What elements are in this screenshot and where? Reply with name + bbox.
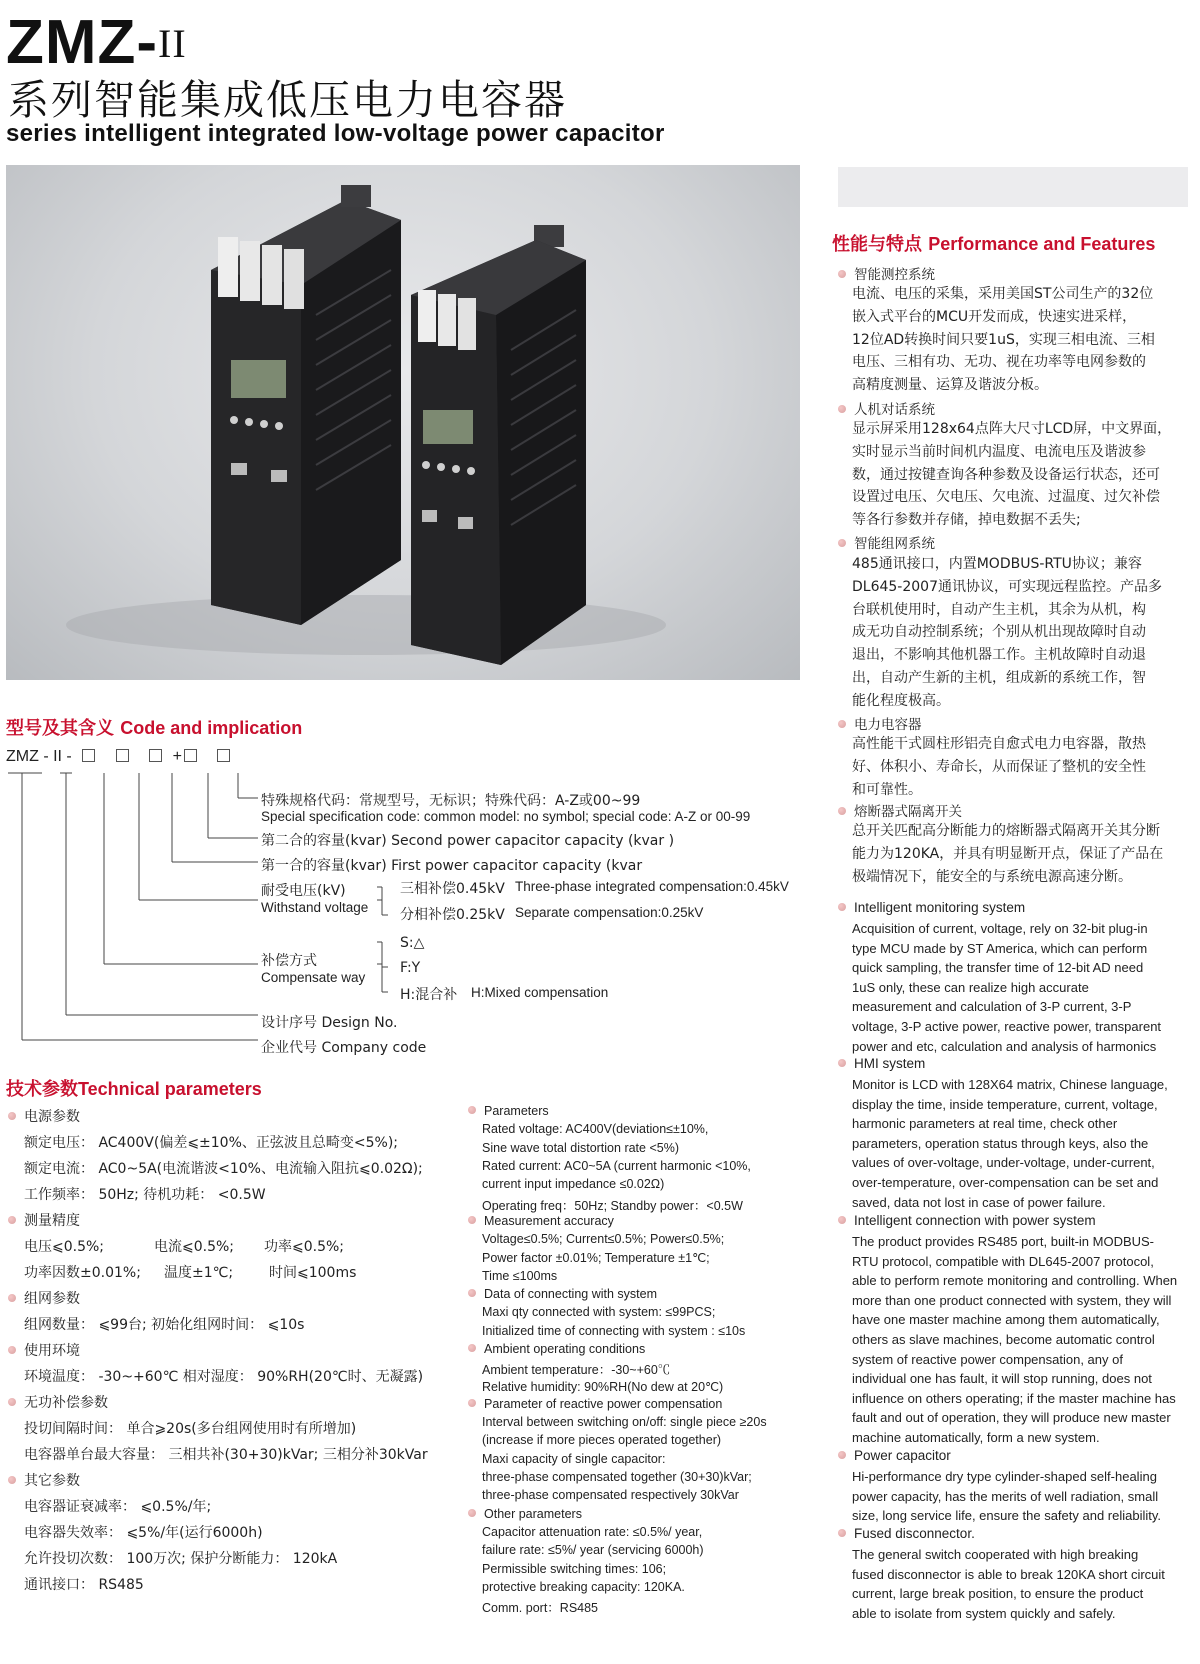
tech-cn-acc-row2: 功率因数±0.01%; 温度±1℃; 时间⩽100ms: [24, 1265, 357, 1281]
code-comp-cn: 补偿方式: [261, 953, 317, 969]
tech-cn-head: 其它参数: [8, 1470, 80, 1490]
code-voltage-en: Withstand voltage: [261, 900, 369, 915]
tech-cn-acc-row1: 电压⩽0.5%; 电流⩽0.5%; 功率⩽0.5%;: [24, 1239, 345, 1255]
code-sep-cn: 分相补偿0.25kV: [400, 907, 505, 923]
tech-cn-cap-max: 电容器单台最大容量： 三相共补(30+30)kVar; 三相分补30kVar: [24, 1447, 428, 1463]
code-second: 第二合的容量(kvar) Second power capacitor capacity (kvar ): [261, 833, 675, 849]
tech-cn-rated-c: 额定电流： AC0~5A(电流谐波<10%、电流输入阻抗⩽0.02Ω);: [24, 1161, 423, 1177]
tech-en-row: Sine wave total distortion rate <5%): [482, 1140, 679, 1155]
code-title: 型号及其含义 Code and implication: [6, 718, 303, 739]
code-model-line: ZMZ - II - +: [6, 748, 230, 766]
feature-en-body: The general switch cooperated with high breaking fused disconnector is able to break 120KA short circuit current, large break position, to ensure the product able to isolate from system quickly and safely.: [852, 1547, 1165, 1621]
code-three-en: Three-phase integrated compensation:0.45kV: [515, 879, 789, 894]
tech-en-row: three-phase compensated together (30+30)kVar;: [482, 1470, 752, 1484]
tech-en-row: Permissible switching times: 106;: [482, 1561, 667, 1576]
tech-en-head: Data of connecting with system: [468, 1287, 657, 1301]
feature-cn-body: 总开关匹配高分断能力的熔断器式隔离开关其分断 能力为120KA，并具有明显断开点，保证了产品在 极端情况下，能安全的与系统电源高速分断。: [852, 823, 1164, 885]
code-voltage-cn: 耐受电压(kV): [261, 883, 346, 899]
tech-cn-fail: 电容器失效率： ⩽5%/年(运行6000h): [24, 1525, 263, 1541]
code-f: F:Y: [400, 960, 421, 976]
feature-cn-head: 智能测控系统: [838, 263, 935, 283]
code-special-cn: 特殊规格代码：常规型号，无标识；特殊代码：A-Z或00~99: [261, 793, 641, 809]
tech-en-row: Maxi capacity of single capacitor:: [482, 1451, 666, 1466]
tech-en-head: Measurement accuracy: [468, 1214, 614, 1228]
code-company: 企业代号 Company code: [261, 1040, 427, 1056]
decorative-band: [838, 167, 1188, 207]
tech-cn-interval: 投切间隔时间： 单合⩾20s(多台组网使用时有所增加): [24, 1421, 357, 1437]
tech-cn-freq: 工作频率： 50Hz; 待机功耗： <0.5W: [24, 1187, 266, 1203]
feature-cn-head: 电力电容器: [838, 713, 922, 733]
model-title: ZMZ-II: [6, 8, 187, 77]
feature-cn-body: 显示屏采用128x64点阵大尺寸LCD屏，中文界面， 实时显示当前时间机内温度、电流电压及谐波参 数，通过按键查询各种参数及设备运行状态，还可 设置过电压、欠电压、欠电流、过温度、过欠补偿 等各行参数并存储，掉电数据不丢失;: [852, 421, 1172, 529]
capacitor-unit-right: [411, 240, 586, 665]
feature-cn-head: 熔断器式隔离开关: [838, 800, 962, 820]
tech-cn-net: 组网数量： ⩽99台; 初始化组网时间： ⩽10s: [24, 1317, 305, 1333]
tech-en-head: Ambient operating conditions: [468, 1342, 645, 1356]
tech-cn-switch: 允许投切次数： 100万次; 保护分断能力： 120kA: [24, 1551, 338, 1567]
tech-cn-env: 环境温度： -30~+60℃ 相对湿度： 90%RH(20℃时、无凝露): [24, 1369, 424, 1385]
tech-cn-head: 测量精度: [8, 1210, 80, 1230]
feature-en-body: Acquisition of current, voltage, rely on 32-bit plug-in type MCU made by ST America, which can perform quick sampling, the transfer time of 12-bit AD need 1uS only, these can realize high accurate measurement and calculation of 3-P current, 3-P voltage, 3-P active power, reactive power, transparent power and etc, calculation and analysis of harmonics: [852, 921, 1162, 1054]
feature-cn-body: 高性能干式圆柱形铝壳自愈式电力电容器，散热 好、体积小、寿命长，从而保证了整机的安全性 和可靠性。: [852, 736, 1146, 798]
tech-en-row: Ambient temperature：-30~+60℃: [482, 1363, 671, 1378]
title-cn: 系列智能集成低压电力电容器: [8, 76, 567, 124]
tech-en-row: Rated voltage: AC400V(deviation≤±10%,: [482, 1122, 709, 1137]
tech-en-row: Rated current: AC0~5A (current harmonic <10%,: [482, 1158, 751, 1173]
feature-en-head: HMI system: [838, 1056, 925, 1071]
tech-en-row: Interval between switching on/off: single piece ≥20s: [482, 1415, 767, 1430]
code-comp-en: Compensate way: [261, 970, 366, 985]
tech-en-row: three-phase compensated respectively 30kVar: [482, 1488, 739, 1503]
feature-en-body: The product provides RS485 port, built-in MODBUS- RTU protocol, compatible with DL645-2007 protocol, able to perform remote monitoring and controlling. When more than one product connected with system, they will have one master machine among them automatically, others as slave machines, become automatic control system of reactive power compensation, any of individual one has fault, it will stop running, does not influence on others operating; if the master machine has fault and out of operation, they will produce new master machine automatically, form a new system.: [852, 1234, 1178, 1445]
tech-en-row: failure rate: ≤5%/ year (servicing 6000h): [482, 1543, 704, 1558]
tech-en-row: Maxi qty connected with system: ≤99PCS;: [482, 1305, 716, 1320]
tech-cn-head: 使用环境: [8, 1340, 80, 1360]
code-sep-en: Separate compensation:0.25kV: [515, 905, 704, 920]
code-s: S:△: [400, 935, 425, 951]
tech-en-head: Parameter of reactive power compensation: [468, 1397, 722, 1411]
tech-cn-head: 组网参数: [8, 1288, 80, 1308]
tech-en-row: Voltage≤0.5%; Current≤0.5%; Power≤0.5%;: [482, 1232, 725, 1247]
feature-en-head: Fused disconnector.: [838, 1526, 975, 1541]
tech-en-row: protective breaking capacity: 120KA.: [482, 1579, 685, 1594]
tech-cn-head: 电源参数: [8, 1106, 80, 1126]
tech-cn-atten: 电容器证衰减率： ⩽0.5%/年;: [24, 1499, 212, 1515]
tech-en-row: Initialized time of connecting with system : ≤10s: [482, 1323, 746, 1338]
code-special-en: Special specification code: common model: no symbol; special code: A-Z or 00-99: [261, 809, 751, 824]
feature-cn-head: 人机对话系统: [838, 398, 935, 418]
tech-en-row: Operating freq：50Hz; Standby power：<0.5W: [482, 1198, 743, 1213]
tech-cn-comm: 通讯接口： RS485: [24, 1577, 144, 1593]
tech-en-row: current input impedance ≤0.02Ω): [482, 1177, 665, 1192]
features-title: 性能与特点 Performance and Features: [832, 234, 1156, 255]
feature-en-head: Power capacitor: [838, 1448, 951, 1463]
feature-en-head: Intelligent connection with power system: [838, 1213, 1096, 1228]
tech-en-row: Power factor ±0.01%; Temperature ±1℃;: [482, 1251, 710, 1266]
code-design: 设计序号 Design No.: [261, 1015, 398, 1031]
tech-en-head: Other parameters: [468, 1507, 582, 1521]
tech-en-row: Time ≤100ms: [482, 1268, 558, 1283]
tech-en-head: Parameters: [468, 1104, 549, 1118]
tech-en-row: Capacitor attenuation rate: ≤0.5%/ year,: [482, 1524, 703, 1539]
code-h-cn: H:混合补: [400, 987, 458, 1003]
tech-en-row: Comm. port：RS485: [482, 1601, 599, 1616]
tech-title: 技术参数Technical parameters: [6, 1079, 262, 1100]
code-h-en: H:Mixed compensation: [471, 985, 609, 1000]
product-photo: [6, 165, 800, 680]
feature-cn-body: 电流、电压的采集，采用美国ST公司生产的32位 嵌入式平台的MCU开发而成，快速实进采样， 12位AD转换时间只要1uS，实现三相电流、三相 电压、三相有功、无功、视在功率等电网参数的 高精度测量、运算及谐波分板。: [852, 286, 1155, 394]
feature-en-head: Intelligent monitoring system: [838, 900, 1025, 915]
feature-en-body: Monitor is LCD with 128X64 matrix, Chinese language, display the time, inside temperature, current, voltage, harmonic parameters at real time, check other parameters, operation status through keys, also the values of over-voltage, under-voltage, under-current, over-temperature, over-compensation can be set and saved, data not lost in case of power failure.: [852, 1077, 1168, 1210]
title-en: series intelligent integrated low-voltage power capacitor: [6, 120, 665, 147]
tech-en-row: (increase if more pieces operated together): [482, 1433, 722, 1448]
feature-cn-head: 智能组网系统: [838, 532, 935, 552]
tech-en-row: Relative humidity: 90%RH(No dew at 20℃): [482, 1379, 724, 1394]
code-three-cn: 三相补偿0.45kV: [400, 881, 505, 897]
feature-en-body: Hi-performance dry type cylinder-shaped self-healing power capacity, has the merits of well radiation, small size, long service life, ensure the safety and reliability.: [852, 1469, 1162, 1524]
tech-cn-rated-v: 额定电压： AC400V(偏差⩽±10%、正弦波且总畸变<5%);: [24, 1135, 399, 1151]
feature-cn-body: 485通讯接口，内置MODBUS-RTU协议；兼容 DL645-2007通讯协议，可实现远程监控。产品多 台联机使用时，自动产生主机，其余为从机，构 成无功自动控制系统；个别从机出现故障时自动 退出，不影响其他机器工作。主机故障时自动退 出，自动产生新的主机，组成新的系统工作，智 能化程度极高。: [852, 556, 1162, 709]
tech-cn-head: 无功补偿参数: [8, 1392, 108, 1412]
code-first: 第一合的容量(kvar) First power capacitor capacity (kvar: [261, 858, 643, 874]
